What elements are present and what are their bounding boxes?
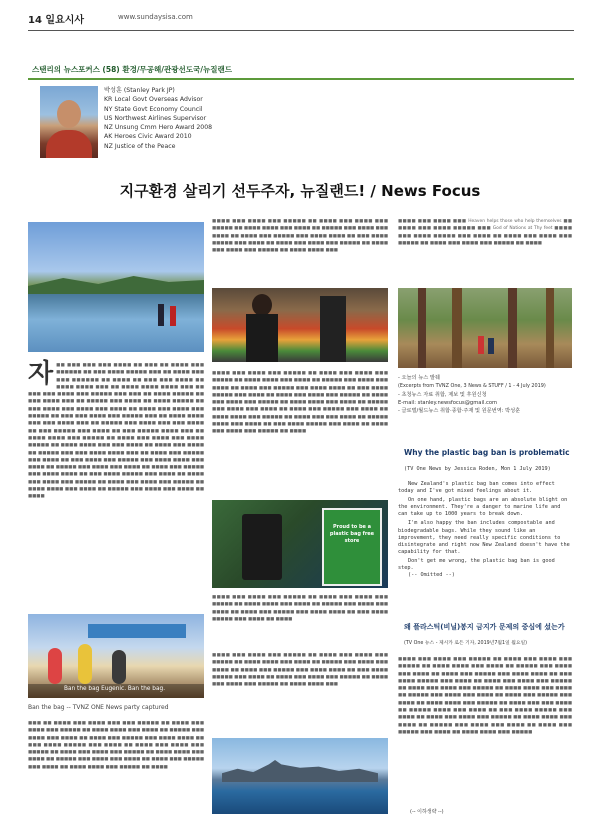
photo-caption: Ban the bag -- TVNZ ONE News party captured xyxy=(28,704,169,711)
author-photo xyxy=(40,86,98,158)
body-text: ■■■■ ■■■ ■■■■ ■■■ ■■■■■ ■■ ■■■■ ■■■ ■■■■ ■■■ ■■■■■ ■■ ■■■■ ■■■■ ■■■ ■■■■ ■■ ■■■■■ ■■■ ■■■■ ■■■ ■■■■ ■■ ■■■■ ■■■ ■■■■■ ■■■ ■■■■ ■■■■ ■■ ■■■ ■■■■ ■■■■■ ■■■ ■■■■ ■■ ■■■■ ■■■ ■■■■ ■■■ ■■■■■ ■■ ■■■■ ■■■ ■■■■ ■■■ ■■■■■ ■■ ■■■■ ■■■■ ■■■ xyxy=(212,219,388,254)
body-text: ■■■■ ■■■ ■■■■ ■■■ ■■■■■ ■■ ■■■■ ■■■ ■■■■ ■■■ ■■■■■ ■■ ■■■■ ■■■■ ■■■ ■■■■ ■■ ■■■■■ ■■■ ■■■■ ■■■ ■■■■ ■■ ■■■■ ■■■ ■■■■■ ■■■ ■■■■ ■■■■ ■■ ■■■ ■■■■ ■■■■■ ■■■ ■■■■ ■■ ■■■■ ■■■ ■■■■ ■■■ ■■■■■ ■■ ■■■■ ■■■ ■■■■ ■■■ ■■■■■ ■■ ■■■■ ■■■■ ■■■ xyxy=(212,653,388,688)
info-line: (Excerpts from TVNZ One, 3 News & STUFF / 1 - 4 July 2019) xyxy=(398,383,546,390)
korean-section-heading: 왜 플라스틱(비닐)봉지 금지가 문제의 중심에 섰는가 xyxy=(404,623,565,631)
forest-path-photo xyxy=(398,288,572,368)
english-section-heading: Why the plastic bag ban is problematic xyxy=(404,448,570,457)
photo-caption-overlay: Ban the bag Eugenic. Ban the bag. xyxy=(64,686,166,692)
english-paragraph: On one hand, plastic bags are an absolute blight on the environment. They're a danger to marine life and can take up to 1000 years to break down. xyxy=(398,497,568,518)
english-article xyxy=(398,481,572,579)
divider xyxy=(28,78,574,80)
tote-sign-text: Proud to be a plastic bag free store xyxy=(329,524,375,544)
city-harbour-photo xyxy=(212,738,388,814)
author-name: 박성훈 (Stanley Park JP) xyxy=(104,87,175,94)
english-paragraph: (-- Omitted --) xyxy=(408,572,455,579)
korean-section-end: (-- 이하생략 --) xyxy=(410,809,444,815)
body-text: ■■■■ ■■■ ■■■■ ■■■ ■■■■■ ■■ ■■■■ ■■■ ■■■■ ■■■ ■■■■■ ■■ ■■■■ ■■■■ ■■■ ■■■■ ■■ ■■■■■ ■■■ ■■■■ ■■■ ■■■■ ■■ ■■■■ ■■■ ■■■■■ ■■■ ■■■■ ■■■■ ■■ ■■■ ■■■■ ■■■■■ ■■■ ■■■■ ■■ ■■■■ ■■■ ■■■■ ■■■ ■■■■■ ■■ ■■■■ ■■■ ■■■■ ■■■ ■■■■■ ■■ ■■■■ ■■■■ ■■■ ■■■■ ■■ ■■■■■ ■■■ ■■■■ ■■■ ■■■■ ■■ ■■■■ ■■■ ■■■■■ ■■■ ■■■■ ■■ ■■■■ ■■■■ ■■■ ■■■■■ ■■ ■■■■ ■■■ ■■■ ■■■■ ■■ ■■■■■ ■■■■ ■■■ ■■■■ ■■ ■■■ ■■■■ ■■■■■ ■■■ ■■■■ ■■ ■■■■ ■■■ ■■■■ ■■■ ■■■■■ ■■ ■■■■ xyxy=(212,371,388,435)
info-line: - 초청뉴스 자료 취합, 제보 및 후원신청 xyxy=(398,391,487,398)
body-text: ■■■■ ■■■ ■■■■ ■■■ Heaven helps those who help themselves ■■ ■■■■ ■■■ ■■■■ ■■■■■ ■■■ God of Nations at Thy feet ■■■■ ■■■ ■■■■ ■■■■■ ■■■ ■■■■ ■■ ■■■■ ■■■ ■■■■ ■■■ ■■■■■ ■■ ■■■■ ■■■ ■■■■ ■■■ ■■■■■ ■■ ■■■■ xyxy=(398,219,572,246)
author-credential: US Northwest Airlines Supervisor xyxy=(104,114,207,122)
author-credential: AK Heroes Civic Award 2010 xyxy=(104,133,192,141)
tote-bag-photo xyxy=(212,500,388,588)
english-paragraph: I'm also happy the ban includes compostable and biodegradable bags. While they sound like an improvement, they need really specific conditions to disintegrate and right now New Zealand doesn't have the capability for that. xyxy=(398,520,570,555)
series-title: 스탠리의 뉴스포커스 (58) 환경/무공해/관광선도국/뉴질랜드 xyxy=(32,65,232,74)
korean-section-source: (TV One 뉴스 - 제시카 로든 기자, 2019년7월1일 월요일) xyxy=(404,641,527,646)
site-url: www.sundaysisa.com xyxy=(118,13,193,21)
page-header xyxy=(28,10,574,31)
author-bio xyxy=(104,86,212,151)
parade-photo xyxy=(28,614,204,698)
body-text: 자 ■■ ■■■ ■■■ ■■■ ■■■■ ■■ ■■■ ■■ ■■■■ ■■■ ■■■■■■ ■■ ■■■ ■■■■ ■■■■■ ■■■ ■■ ■■■■ ■■■ ■■■ ■■■■■■ ■■ ■■■■ ■■ ■■■ ■■■ ■■■■ ■■ ■■■■ ■■■■ ■■■ ■■ ■■■■ ■■■■ ■■■■ ■■■ ■■ ■■■ ■■■ ■■■■ ■■■ ■■■■■ ■■■ ■■■ ■■ ■■■■ ■■■■■ ■■ ■■■ ■■■■ ■■■ ■■ ■■■■■ ■■■ ■■■■ ■■ ■■■■ ■■■■■ ■■ ■■■ ■■■■ ■■■ ■■■■ ■■■ ■■■■ ■■ ■■■■ ■■■ ■■■■ ■■■ ■■■■■ ■■ ■■■ ■■■ ■■■■ ■■■ ■■■■■ ■■■ ■■ ■■■■ ■■■■ ■■■ ■■■ ■■■■ ■■■ ■■ ■■■■■ ■■■ ■■■■ ■■■ ■■■ ■■■■ ■■ ■■■ ■■■■■ ■■■ ■■■■ ■■ ■■■ ■■■■■ ■■■■ ■■■ ■■ ■■■■ ■■■■ ■■■ ■■■■■ ■■ ■■■■ ■■■ ■■■■ ■■■ ■■■■ ■■■■■ ■■ ■■■■ ■■■■ ■■■ ■■■ ■■■■ ■■ ■■■■ ■■■ ■■■■ ■■ ■■■■■ ■■■ ■■■ ■■■■ ■■■■ ■■■ ■■ ■■■■ ■■■ ■■■■■ ■■■ ■■■■ ■■ ■■■ ■■■■ ■■■ ■■■■■ ■■■ ■■■■ ■■■■ ■■■ ■■■■ ■■ ■■■■■ ■■■ ■■■■ ■■■ ■■■■ ■■ ■■■■ ■■■ ■■■■■ ■■■ ■■■■ ■■■■ ■■ ■■■ ■■■■ ■■■■■ ■■■ ■■■■ ■■ ■■■■ ■■■ ■■■■ ■■■ ■■■■■ ■■ ■■■■ ■■■ ■■■■ ■■■ ■■■■■ ■■ ■■■■ ■■■■ ■■■ ■■■■ ■■ ■■■■■ ■■■ ■■■■ ■■■ ■■■■ ■■ ■■■■ xyxy=(28,359,204,500)
english-paragraph: New Zealand's plastic bag ban comes into effect today and I've got mixed feelings about it. xyxy=(398,481,555,495)
info-box xyxy=(398,374,572,415)
english-paragraph: Don't get me wrong, the plastic bag ban is good step. xyxy=(398,557,555,572)
body-text: ■■■■ ■■■ ■■■■ ■■■ ■■■■■ ■■ ■■■■ ■■■ ■■■■ ■■■ ■■■■■ ■■ ■■■■ ■■■■ ■■■ ■■■■ ■■ ■■■■■ ■■■ ■■■■ ■■■ ■■■■ ■■ ■■■■ ■■■ ■■■■■ ■■■ ■■■■ ■■■■ ■■ ■■■ ■■■■ ■■■■■ ■■■ ■■■■ ■■ ■■■■ xyxy=(212,595,388,622)
body-text: ■■■ ■■ ■■■■ ■■■ ■■■■ ■■■ ■■■ ■■■■■ ■■ ■■■■ ■■■ ■■■■ ■■■ ■■■■■ ■■ ■■■■ ■■■■ ■■■ ■■■■ ■■ ■■■■■ ■■■ ■■■■ ■■■ ■■■■ ■■ ■■■■ ■■■ ■■■■■ ■■■ ■■■■ ■■■■ ■■ ■■■ ■■■■ ■■■■■ ■■■ ■■■■ ■■ ■■■■ ■■■ ■■■■ ■■■ ■■■■■ ■■ ■■■■ ■■■ ■■■■ ■■■ ■■■■■ ■■ ■■■■ ■■■■ ■■■ ■■■■ ■■ ■■■■■ ■■■ ■■■■ ■■■ ■■■■ ■■ ■■■■ ■■■ ■■■■■ ■■■ ■■■■ ■■ ■■■■ ■■■■ ■■■ ■■■■■ ■■ ■■■■ xyxy=(28,721,204,770)
author-credential: NY State Govt Economy Council xyxy=(104,105,203,113)
author-credential: NZ Justice of the Peace xyxy=(104,142,176,150)
english-section-source: (TV One News by Jessica Roden, Mon 1 July 2019) xyxy=(404,466,551,472)
author-credential: NZ Unsung Cmm Hero Award 2008 xyxy=(104,124,213,132)
info-line: - 오늘의 뉴스 발췌 xyxy=(398,375,440,381)
info-line: - 글로벌/월드뉴스 취합·종합·주재 및 원문번역: 박성훈 xyxy=(398,408,521,415)
author-credential: KR Local Govt Overseas Advisor xyxy=(104,96,203,104)
headline: 지구환경 살리기 선두주자, 뉴질랜드! / News Focus xyxy=(119,182,481,200)
info-email: E-mail: stanley.newsfocus@gmail.com xyxy=(398,399,498,406)
page-number-and-paper: 14 일요시사 xyxy=(28,15,85,26)
market-photo xyxy=(212,288,388,362)
lake-photo xyxy=(28,222,204,352)
body-text: ■■■■ ■■■ ■■■■ ■■■ ■■■■■ ■■ ■■■■ ■■■ ■■■■ ■■■ ■■■■■ ■■ ■■■■ ■■■■ ■■■ ■■■■ ■■ ■■■■■ ■■■ ■■■■ ■■■ ■■■■ ■■ ■■■■ ■■■ ■■■■■ ■■■ ■■■■ ■■■■ ■■ ■■■ ■■■■ ■■■■■ ■■■ ■■■■ ■■ ■■■■ ■■■ ■■■■ ■■■ ■■■■■ ■■ ■■■■ ■■■ ■■■■ ■■■ ■■■■■ ■■ ■■■■ ■■■■ ■■■ ■■■■ ■■ ■■■■■ ■■■ ■■■■ ■■■ ■■■■ ■■ ■■■■ ■■■ ■■■■■ ■■■ ■■■■ ■■ ■■■■ ■■■■ ■■■ ■■■■■ ■■ ■■■■ ■■■ ■■■ ■■■■ ■■ ■■■■■ ■■■■ ■■■ ■■■■ ■■ ■■■ ■■■■ ■■■■■ ■■■ ■■■■ ■■ ■■■■ ■■■ ■■■■ ■■■ ■■■■■ ■■ ■■■■ ■■■■ ■■■ ■■■■ ■■ ■■■■■ ■■■ ■■■■ ■■■ ■■■■ ■■ ■■■■ ■■■ ■■■■■ ■■■ ■■■■ ■■ ■■■■ ■■■■ ■■■ ■■■■■ xyxy=(398,657,572,735)
